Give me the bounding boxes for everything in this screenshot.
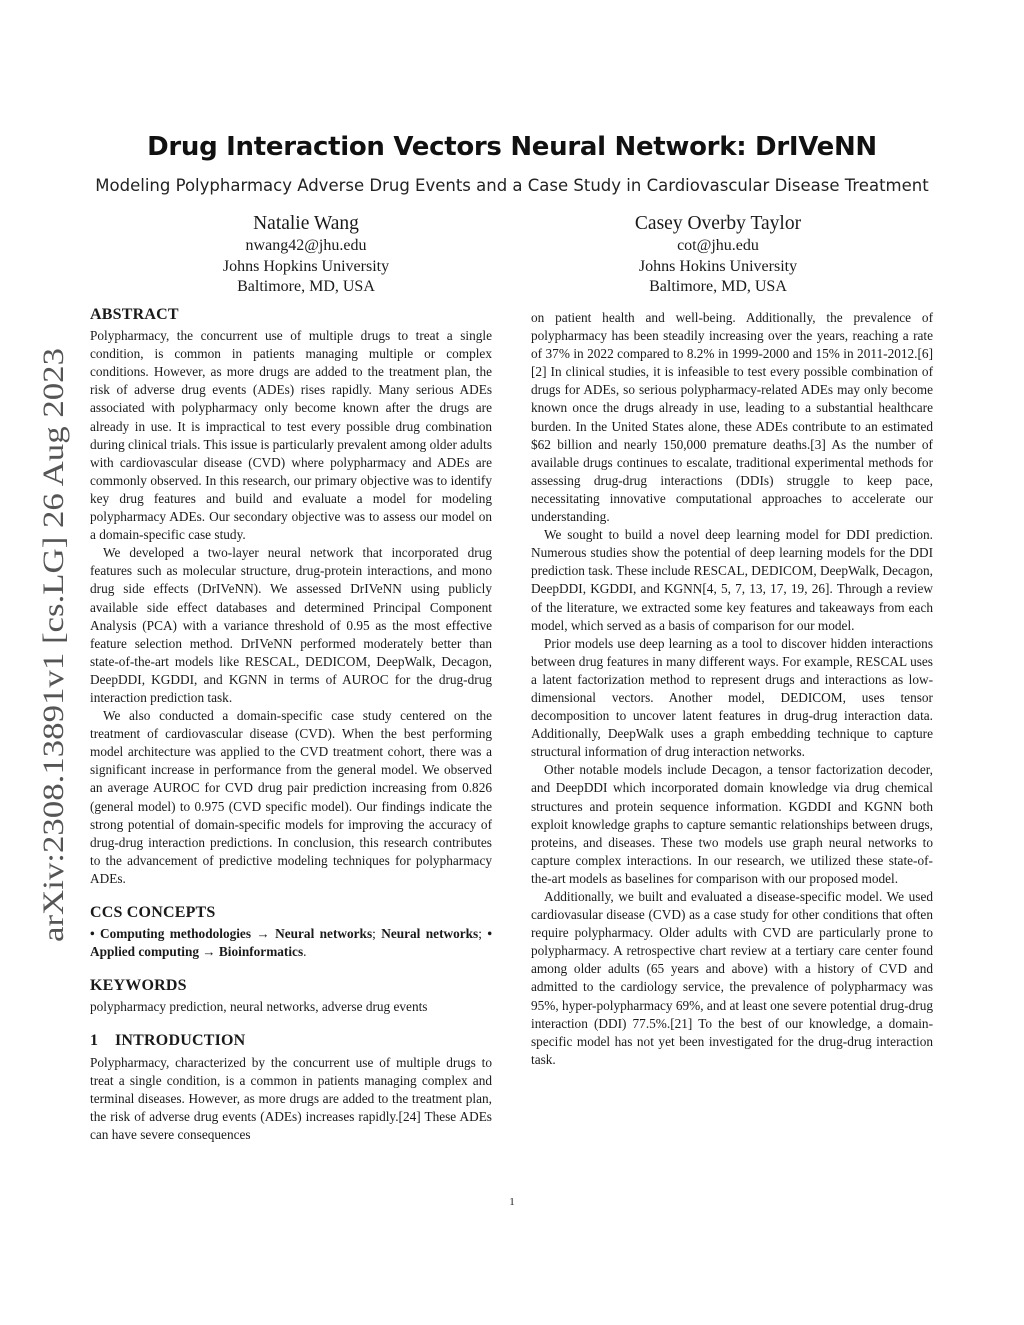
ccs-concept-1b: Neural networks [381,926,479,942]
author-block-2 [568,212,868,298]
paper-subtitle: Modeling Polypharmacy Adverse Drug Events and a Case Study in Cardiovascular Disease Treatment [95,176,929,195]
introduction-paragraph: Additionally, we built and evaluated a disease-specific model. We used cardiovasular disease (CVD) as a case study for other conditions that often require polypharmacy. Older adults with CVD are particularly prone to polypharmacy. A retrospective chart review at a tertiary care center found among older adults (65 years and above) with a history of CVD and admitted to the cardiology service, the prevalence of polypharmacy was 95%, hyper-polypharmacy 69%, and at least one severe potential drug-drug interaction (DDI) 77.5%.[21] To the best of our knowledge, a domain-specific model has not yet been investigated for the drug-drug interaction task. [531,889,933,1067]
ccs-separator: ; [372,926,382,942]
paper-title: Drug Interaction Vectors Neural Network: DrIVeNN [147,132,877,162]
ccs-end: . [303,944,307,960]
ccs-heading: CCS CONCEPTS [90,904,216,921]
ccs-concept-2: • Applied computing → Bioinformatics [90,926,492,960]
introduction-heading: 1 INTRODUCTION [90,1032,246,1050]
abstract-paragraph: We also conducted a domain-specific case study centered on the treatment of cardiovascular disease (CVD). When the best performing model architecture was applied to the CVD treatment cohort, there was a significant increase in performance from the general model. We observed an average AUROC for CVD drug pair prediction increasing from 0.826 (general model) to 0.975 (CVD specific model). Our findings indicate the strong potential of domain-specific models for improving the accuracy of drug-drug interaction predictions. In conclusion, this research contributes to the advancement of predictive modeling techniques for polypharmacy ADEs. [90,708,492,886]
page-number: 1 [509,1196,515,1208]
abstract-heading: ABSTRACT [90,306,179,323]
keywords-text: polypharmacy prediction, neural networks, adverse drug events [90,999,428,1015]
author-email: nwang42@jhu.edu [245,237,367,254]
keywords-heading: KEYWORDS [90,977,187,995]
introduction-paragraph: Polypharmacy, characterized by the concurrent use of multiple drugs to treat a single condition, is a common in patients managing complex and terminal diseases. However, as more drugs are added to the treatment plan, the risk of adverse drug events (ADEs) increases rapidly.[24] These ADEs can have severe consequences [90,1054,492,1142]
arxiv-sidebar-id [34,348,74,942]
introduction-paragraph: Other notable models include Decagon, a tensor factorization decoder, and DeepDDI which incorporated domain knowledge via drug chemical structures and protein sequence information. KGDDI and KGNN both exploit knowledge graphs to capture semantic relationships between drugs, proteins, and diseases. These two models use graph neural networks to capture complex interactions. In our research, we utilized these state-of-the-art models as baselines for comparison with our proposed model. [531,762,933,886]
ccs-concepts [90,925,492,961]
author-location: Baltimore, MD, USA [649,278,787,295]
author-affiliation: Johns Hokins University [638,257,798,275]
abstract-paragraph: We developed a two-layer neural network that incorporated drug features such as molecular structure, drug-protein interactions, and mono drug side effects (DrIVeNN). We assessed DrIVeNN using publicly available side effect databases and determined Principal Component Analysis (PCA) with a variance threshold of 0.95 as the most effective feature selection method. DrIVeNN performed moderately better than state-of-the-art models like RESCAL, DEDICOM, DeepWalk, Decagon, DeepDDI, KGDDI, and KGNN in terms of AUROC for the drug-drug interaction prediction task. [90,545,492,705]
ccs-concept-1: • Computing methodologies → Neural networks [90,926,373,942]
author-email: cot@jhu.edu [677,237,759,254]
ccs-separator: ; [478,926,488,942]
author-block-1 [156,212,456,298]
author-name: Natalie Wang [253,213,359,234]
author-location: Baltimore, MD, USA [237,278,375,295]
abstract-paragraph: Polypharmacy, the concurrent use of multiple drugs to treat a single condition, is common in patients managing multiple or complex conditions. However, as more drugs are added to the treatment plan, the risk of adverse drug events (ADEs) rises rapidly. Many serious ADEs associated with polypharmacy only become known after the drugs are already in use. It is impractical to test every possible drug combination during clinical trials. This issue is particularly prevalent among older adults with cardiovascular disease (CVD) where polypharmacy and ADEs are commonly observed. In this research, our primary objective was to identify key drug features and build and evaluate a model for modeling polypharmacy ADEs. Our secondary objective was to assess our model on a domain-specific case study. [90,328,492,543]
left-column [90,306,492,1144]
author-affiliation: Johns Hopkins University [222,257,390,275]
right-column [531,309,933,1069]
introduction-paragraph: We sought to build a novel deep learning model for DDI prediction. Numerous studies show the potential of deep learning models for the DDI prediction task. These include RESCAL, DEDICOM, DeepWalk, Decagon, DeepDDI, KGDDI, and KGNN[4, 5, 7, 13, 17, 19, 26]. Through a review of the literature, we extracted some key features and takeaways from each model, which served as a basis of comparison for our model. [531,527,933,633]
introduction-paragraph: on patient health and well-being. Additionally, the prevalence of polypharmacy has been steadily increasing over the years, reaching a rate of 37% in 2022 compared to 8.2% in 1999-2000 and 15% in 2011-2012.[6][2] In clinical studies, it is infeasible to test every possible combination of drugs for ADEs, so serious polypharmacy-related ADEs may only become known once the drugs already in use, leading to a substantial healthcare burden. In the United States alone, these ADEs contribute to an estimated $62 billion and nearly 150,000 premature deaths.[3] As the number of available drugs continues to escalate, traditional experimental methods for assessing drug-drug interactions (DDIs) struggle to keep pace, necessitating innovative computational approaches to accelerate our understanding. [531,310,933,525]
introduction-paragraph: Prior models use deep learning as a tool to discover hidden interactions between drug features in many different ways. For example, RESCAL uses a latent factorization method to represent drugs and interactions as low-dimensional vectors. Another model, DEDICOM, uses tensor decomposition to uncover latent features in drug-drug interaction data. Additionally, DeepWalk uses a graph embedding technique to capture structural information of drug interaction networks. [531,635,933,760]
arxiv-id-text: arXiv:2308.13891v1 [cs.LG] 26 Aug 2023 [37,430,70,942]
author-name: Casey Overby Taylor [634,213,802,234]
